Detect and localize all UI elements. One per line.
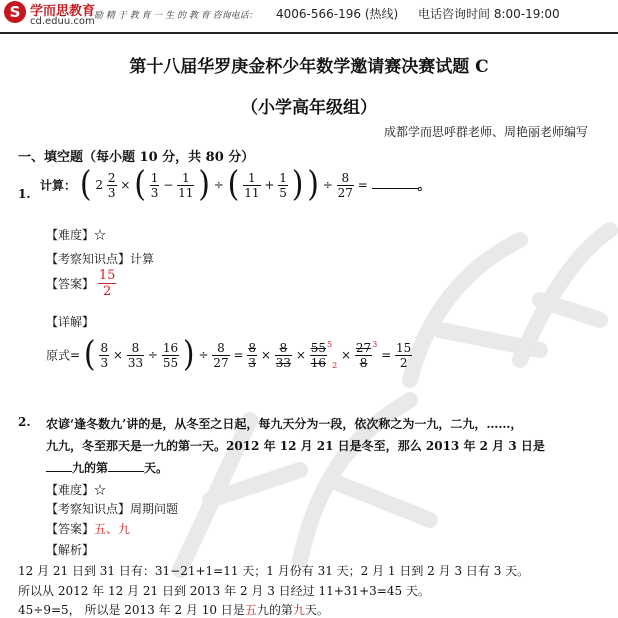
a3-part: 45÷9=5， 所以是 2013 年 2 月 10 日是: [18, 603, 245, 617]
q1-topic: [46, 250, 154, 267]
q2-line3-a: 九的第: [72, 461, 109, 475]
q1-end: 。: [417, 178, 430, 193]
op: =: [233, 348, 244, 362]
answer-label: 【答案】: [46, 277, 95, 291]
q2-line2: 九九，冬至那天是一九的第一天。2012 年 12 月 21 日是冬至，那么 2013 年 2 月 3 日是: [46, 439, 545, 453]
q2-number: 2.: [18, 415, 31, 429]
answer-num: 15: [98, 268, 116, 283]
frac-num: 27: [355, 340, 372, 355]
frac-num: 8: [275, 341, 292, 356]
q2-analysis-label: 【解析】: [46, 543, 95, 557]
frac-den: 3: [107, 185, 116, 200]
frac-den: 16: [310, 355, 326, 370]
frac-num: 55: [310, 340, 326, 355]
slogan: 励 精 于 教 育 一 生 的 教 育 咨询电话：: [94, 11, 258, 21]
answer-blank: [108, 471, 144, 472]
topic-label: 【考察知识点】: [46, 252, 131, 266]
frac-num: 8: [127, 341, 144, 356]
star-icon: ☆: [94, 228, 107, 242]
frac-num: 1: [177, 171, 194, 186]
frac-den: 11: [244, 185, 260, 200]
frac-den: 33: [275, 355, 291, 370]
answer-blank: [372, 188, 418, 189]
solution-lead: 原式: [46, 348, 71, 363]
author-line: 成都学而思呼群老师、周艳丽老师编写: [383, 125, 588, 139]
page-title: 第十八届华罗庚金杯少年数学邀请赛决赛试题 C: [129, 57, 489, 77]
q2-analysis-line1: 12 月 21 日到 31 日有：31−21+1=11 天；1 月份有 31 天；2 月 1 日到 2 月 3 日有 3 天。: [18, 564, 530, 578]
op: ×: [112, 348, 123, 362]
frac-den: 27: [337, 185, 353, 200]
frac-den: 11: [178, 185, 194, 200]
q2-answer: [46, 520, 130, 537]
q2-line1: 农谚‘逢冬数九’讲的是，从冬至之日起，每九天分为一段，依次称之为一九，二九，……，: [46, 417, 523, 431]
logo-name: 学而思教育: [30, 4, 96, 19]
frac-num: 8: [100, 340, 109, 355]
difficulty-label: 【难度】: [46, 228, 95, 242]
frac-num: 1: [243, 171, 260, 186]
frac-num: 8: [248, 340, 256, 355]
op: ×: [260, 348, 271, 362]
cancel-mark: 5: [327, 340, 333, 349]
a3-part: 九的第: [256, 603, 293, 617]
op: ÷: [198, 348, 209, 362]
paren: (: [79, 164, 92, 205]
op: =: [357, 178, 368, 192]
consult-hours: 电话咨询时间 8:00-19:00: [418, 7, 560, 21]
topic-value: 周期问题: [130, 502, 179, 516]
q2-line3-b: 天。: [144, 461, 169, 475]
topic-label: 【考察知识点】: [46, 502, 131, 516]
op: =: [70, 348, 81, 362]
paren: ): [307, 164, 319, 205]
logo-mark: S: [9, 3, 21, 21]
answer-value: 五、九: [94, 522, 131, 536]
frac-den: 55: [162, 355, 179, 370]
paren: ): [182, 334, 195, 375]
header-divider: [0, 32, 618, 34]
q1-expression: [40, 164, 430, 205]
logo-url: cd.eduu.com: [30, 16, 95, 27]
a3-highlight: 九: [292, 603, 305, 617]
q1-number: 1.: [18, 187, 31, 201]
a3-part: 天。: [304, 603, 329, 617]
op: ÷: [147, 348, 158, 362]
cancel-mark: 2: [332, 361, 338, 370]
frac-num: 8: [337, 171, 354, 186]
q2-difficulty: [46, 481, 106, 498]
frac-num: 1: [279, 170, 287, 185]
paren: (: [83, 334, 96, 375]
answer-blank: [46, 471, 72, 472]
star-icon: ☆: [94, 483, 107, 497]
a3-highlight: 五: [244, 603, 257, 617]
answer-label: 【答案】: [46, 522, 95, 536]
q2-analysis-line3: [18, 601, 329, 618]
q2-topic: [46, 500, 178, 517]
op: +: [264, 178, 275, 192]
op: ×: [120, 178, 131, 192]
frac-den: 33: [127, 355, 144, 370]
section-heading: 一、填空题（每小题 10 分，共 80 分）: [18, 150, 255, 165]
topic-value: 计算: [130, 252, 155, 266]
op: =: [381, 348, 392, 362]
q1-difficulty: [46, 226, 106, 243]
frac-den: 27: [213, 355, 229, 370]
page-subtitle: （小学高年级组）: [241, 98, 377, 118]
cancel-mark: 3: [372, 340, 378, 349]
q1-detail-label: 【详解】: [46, 315, 95, 329]
q1-whole: 2: [95, 178, 104, 192]
q1-lead: 计算：: [40, 178, 77, 193]
frac-num: 2: [107, 170, 116, 185]
frac-num: 1: [150, 170, 159, 185]
q1-answer: [46, 268, 116, 299]
paren: ): [198, 164, 210, 205]
hotline: 4006-566-196 (热线): [276, 7, 399, 21]
op: ÷: [322, 178, 333, 192]
frac-den: 5: [279, 185, 287, 200]
q1-solution: [46, 334, 412, 375]
frac-num: 16: [162, 340, 179, 355]
frac-num: 15: [396, 340, 412, 355]
frac-den: 3: [100, 355, 109, 370]
paren: (: [134, 164, 146, 205]
q2-analysis-line2: 所以从 2012 年 12 月 21 日到 2013 年 2 月 3 日经过 11+31+3=45 天。: [18, 584, 430, 598]
frac-num: 8: [212, 341, 229, 356]
op: ÷: [213, 178, 224, 192]
op: ×: [295, 348, 306, 362]
frac-den: 8: [359, 355, 368, 370]
op: ×: [341, 348, 352, 362]
frac-den: 3: [248, 355, 256, 370]
q2-line3: [46, 459, 168, 476]
frac-den: 2: [399, 355, 408, 370]
op: −: [163, 178, 174, 192]
difficulty-label: 【难度】: [46, 483, 95, 497]
frac-den: 3: [150, 185, 159, 200]
answer-den: 2: [102, 284, 112, 299]
paren: (: [227, 164, 240, 205]
paren: ): [291, 164, 304, 205]
